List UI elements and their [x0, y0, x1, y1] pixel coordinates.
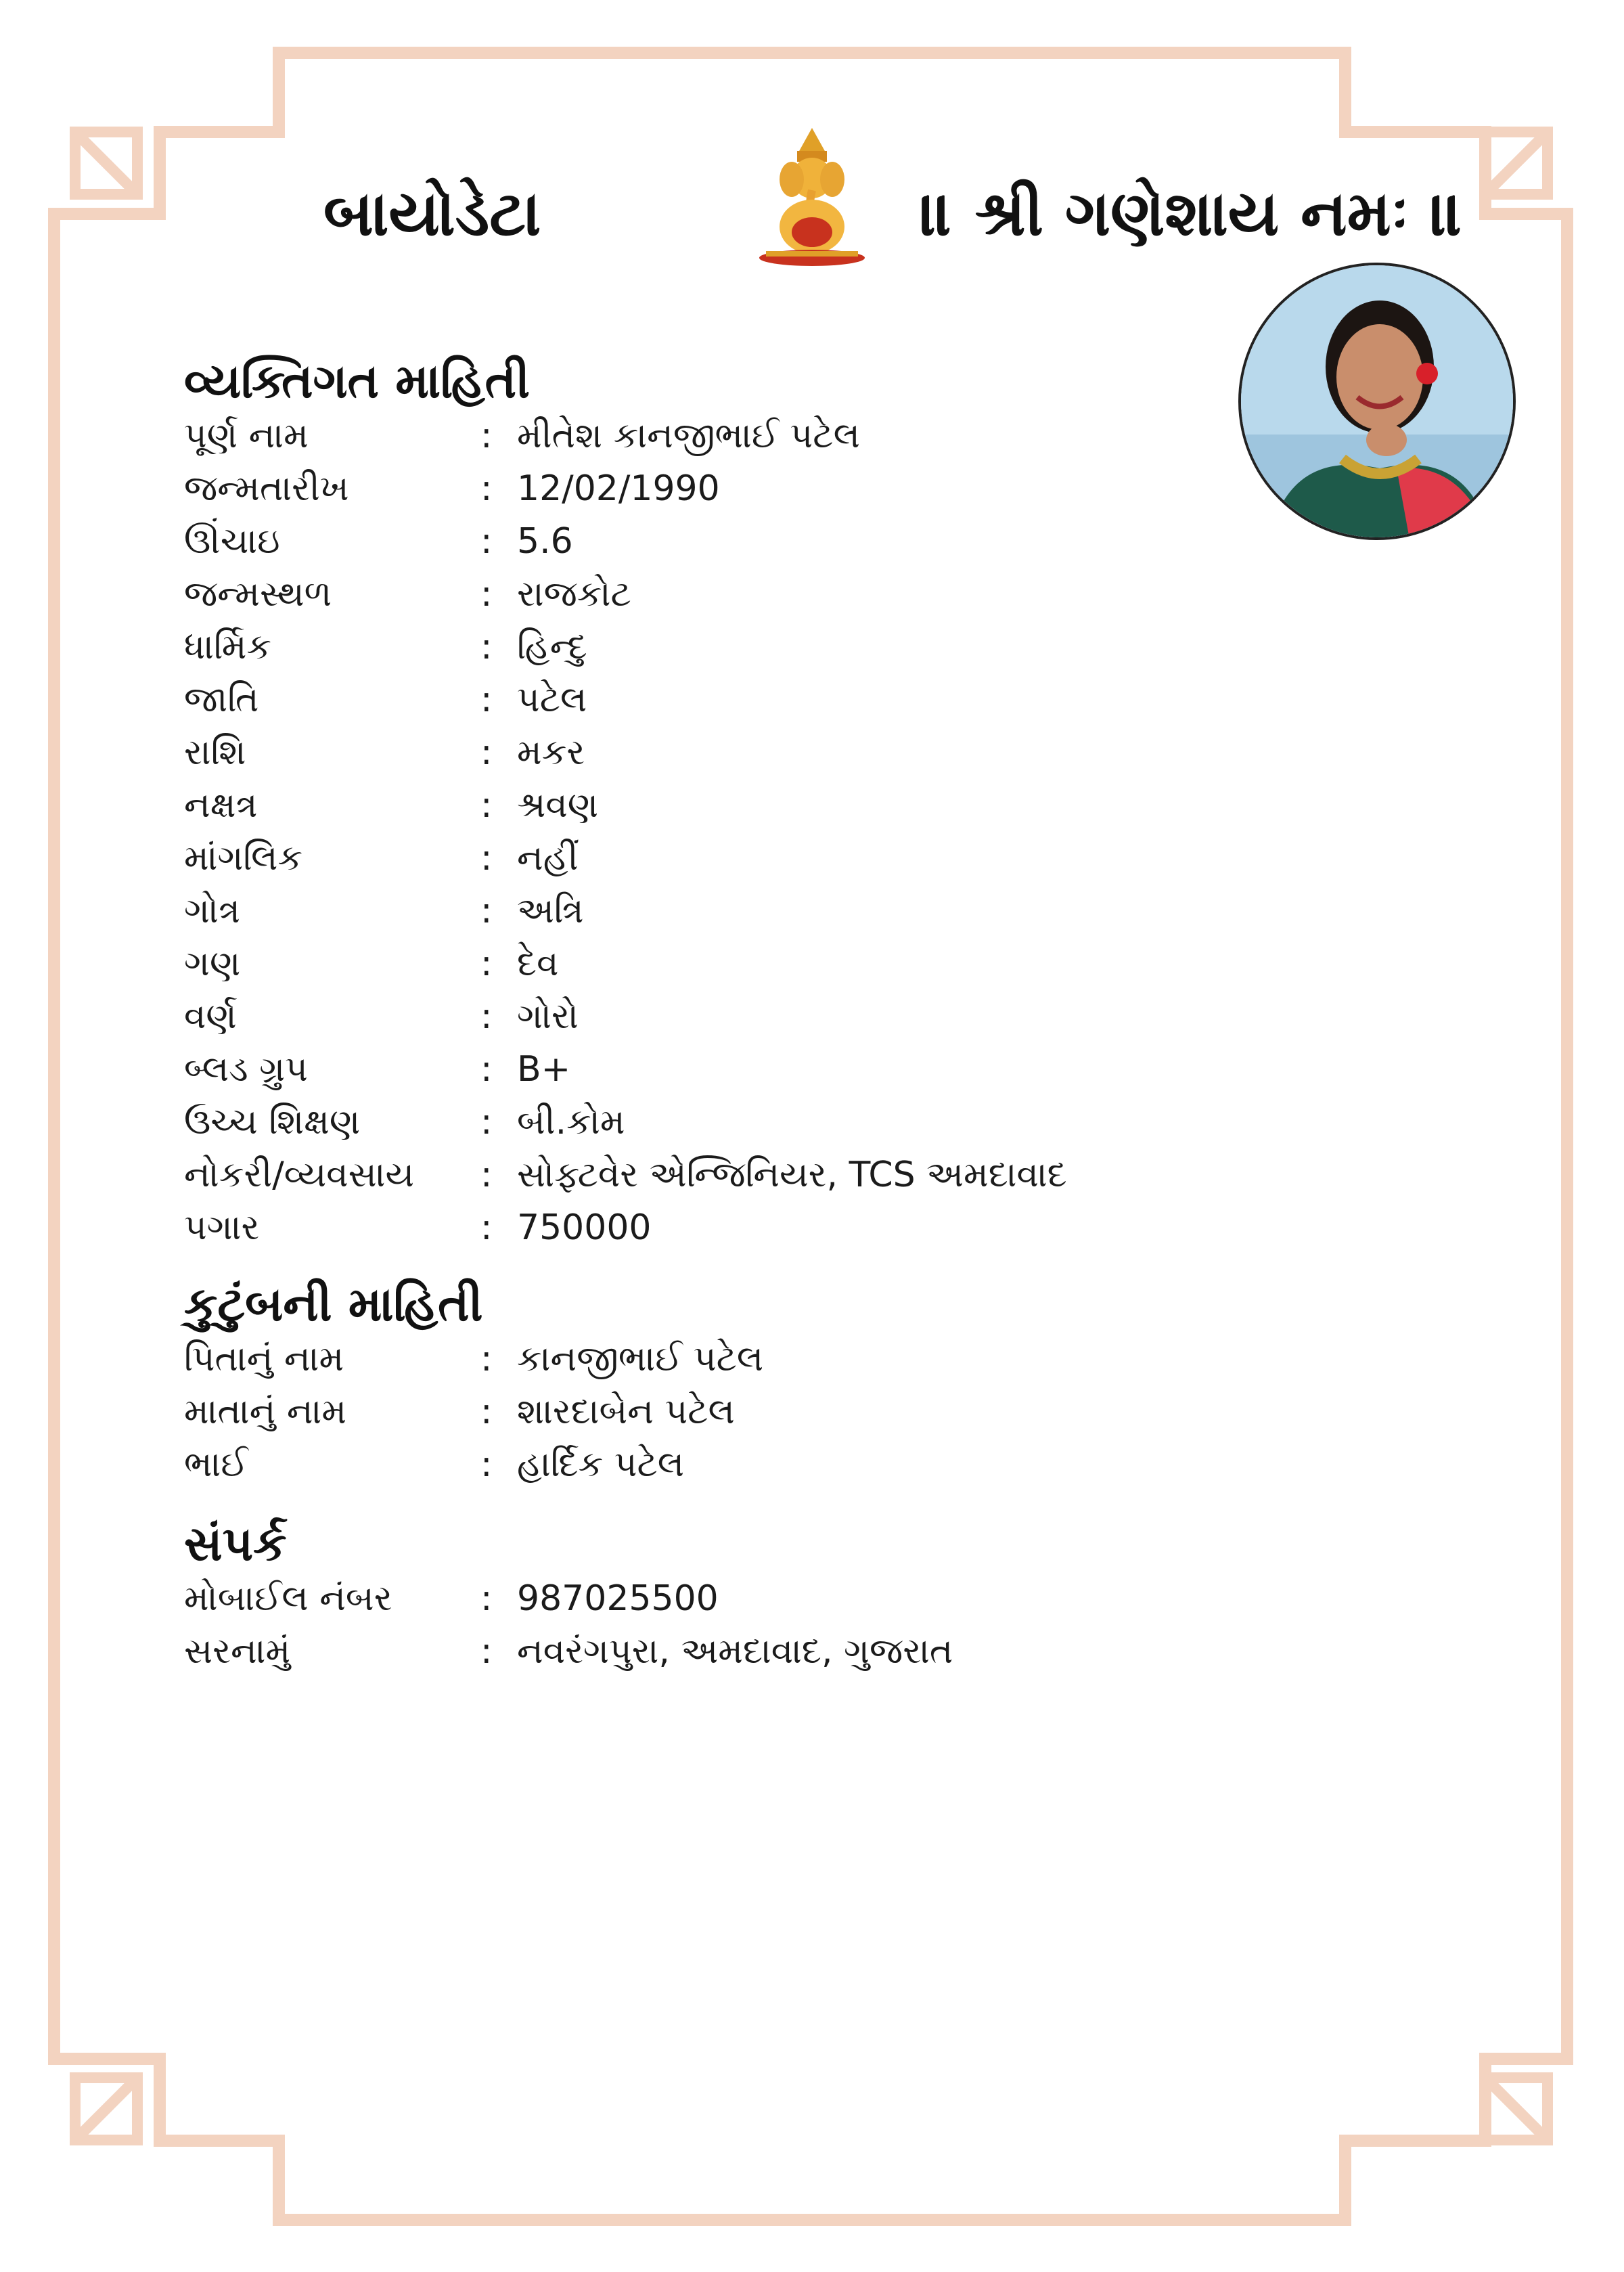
profile-photo — [1238, 263, 1516, 540]
field-label: ઉચ્ચ શિક્ષણ — [184, 1102, 361, 1142]
field-separator: : — [480, 468, 493, 509]
field-label: ગણ — [184, 943, 241, 984]
field-label: પગાર — [184, 1207, 260, 1248]
corner-ornament-top-left — [75, 132, 137, 194]
field-label: સરનામું — [184, 1631, 291, 1672]
field-separator: : — [480, 838, 493, 878]
field-separator: : — [480, 680, 493, 720]
field-label: નોકરી/વ્યવસાય — [184, 1155, 415, 1195]
field-value: હાર્દિક પટેલ — [517, 1444, 685, 1485]
ganesh-invocation: ॥ શ્રી ગણેશાય નમઃ ॥ — [920, 177, 1464, 250]
section-heading-contact: સંપર્ક — [184, 1516, 287, 1572]
field-value: દેવ — [517, 943, 559, 984]
field-label: પિતાનું નામ — [184, 1339, 344, 1379]
field-value: 750000 — [517, 1207, 652, 1248]
field-label: નક્ષત્ર — [184, 785, 258, 826]
field-value: પટેલ — [517, 680, 587, 720]
field-separator: : — [480, 1578, 493, 1619]
field-value: બી.કોમ — [517, 1102, 625, 1142]
field-value: સોફ્ટવેર એન્જિનિયર, TCS અમદાવાદ — [517, 1155, 1067, 1195]
field-label: રાશિ — [184, 732, 246, 773]
field-value: અત્રિ — [517, 891, 584, 931]
corner-ornament-top-right — [1485, 132, 1548, 194]
field-label: જન્મસ્થળ — [184, 574, 332, 615]
field-value: હિન્દુ — [517, 627, 587, 667]
section-heading-family: કુટુંબની માહિતી — [184, 1276, 483, 1332]
field-separator: : — [480, 1049, 493, 1090]
field-value: 12/02/1990 — [517, 468, 720, 509]
field-separator: : — [480, 1155, 493, 1195]
field-separator: : — [480, 1391, 493, 1432]
field-value: રાજકોટ — [517, 574, 631, 615]
field-separator: : — [480, 1339, 493, 1379]
field-separator: : — [480, 1102, 493, 1142]
field-value: નહીં — [517, 838, 579, 878]
field-separator: : — [480, 891, 493, 931]
field-separator: : — [480, 627, 493, 667]
corner-ornament-bottom-right — [1485, 2078, 1548, 2140]
field-separator: : — [480, 521, 493, 562]
field-value: શ્રવણ — [517, 785, 599, 826]
field-label: માંગલિક — [184, 838, 303, 878]
field-label: જન્મતારીખ — [184, 468, 349, 509]
field-separator: : — [480, 1207, 493, 1248]
field-separator: : — [480, 574, 493, 615]
section-heading-personal: વ્યક્તિગત માહિતી — [184, 353, 531, 409]
corner-ornament-bottom-left — [75, 2078, 137, 2140]
field-label: માતાનું નામ — [184, 1391, 347, 1432]
field-label: ઊંચાઇ — [184, 521, 280, 562]
field-value: 987025500 — [517, 1578, 719, 1619]
field-value: શારદાબેન પટેલ — [517, 1391, 735, 1432]
field-label: મોબાઈલ નંબર — [184, 1578, 392, 1619]
field-value: કાનજીભાઈ પટેલ — [517, 1339, 764, 1379]
field-label: ગોત્ર — [184, 891, 240, 931]
field-separator: : — [480, 785, 493, 826]
field-label: બ્લડ ગ્રુપ — [184, 1049, 308, 1090]
field-label: ભાઈ — [184, 1444, 248, 1485]
field-value: મકર — [517, 732, 585, 773]
field-label: ધાર્મિક — [184, 627, 272, 667]
field-separator: : — [480, 416, 493, 456]
field-label: જાતિ — [184, 680, 259, 720]
field-value: નવરંગપુરા, અમદાવાદ, ગુજરાત — [517, 1631, 953, 1672]
field-separator: : — [480, 943, 493, 984]
field-separator: : — [480, 996, 493, 1037]
field-separator: : — [480, 1631, 493, 1672]
biodata-title: બાયોડેટા — [323, 177, 541, 250]
field-label: વર્ણ — [184, 996, 237, 1037]
field-separator: : — [480, 1444, 493, 1485]
field-separator: : — [480, 732, 493, 773]
field-value: 5.6 — [517, 521, 573, 562]
field-value: B+ — [517, 1049, 571, 1090]
field-value: ગોરો — [517, 996, 579, 1037]
field-label: પૂર્ણ નામ — [184, 416, 309, 456]
ganesha-icon — [751, 125, 873, 267]
field-value: મીતેશ કાનજીભાઈ પટેલ — [517, 416, 860, 456]
